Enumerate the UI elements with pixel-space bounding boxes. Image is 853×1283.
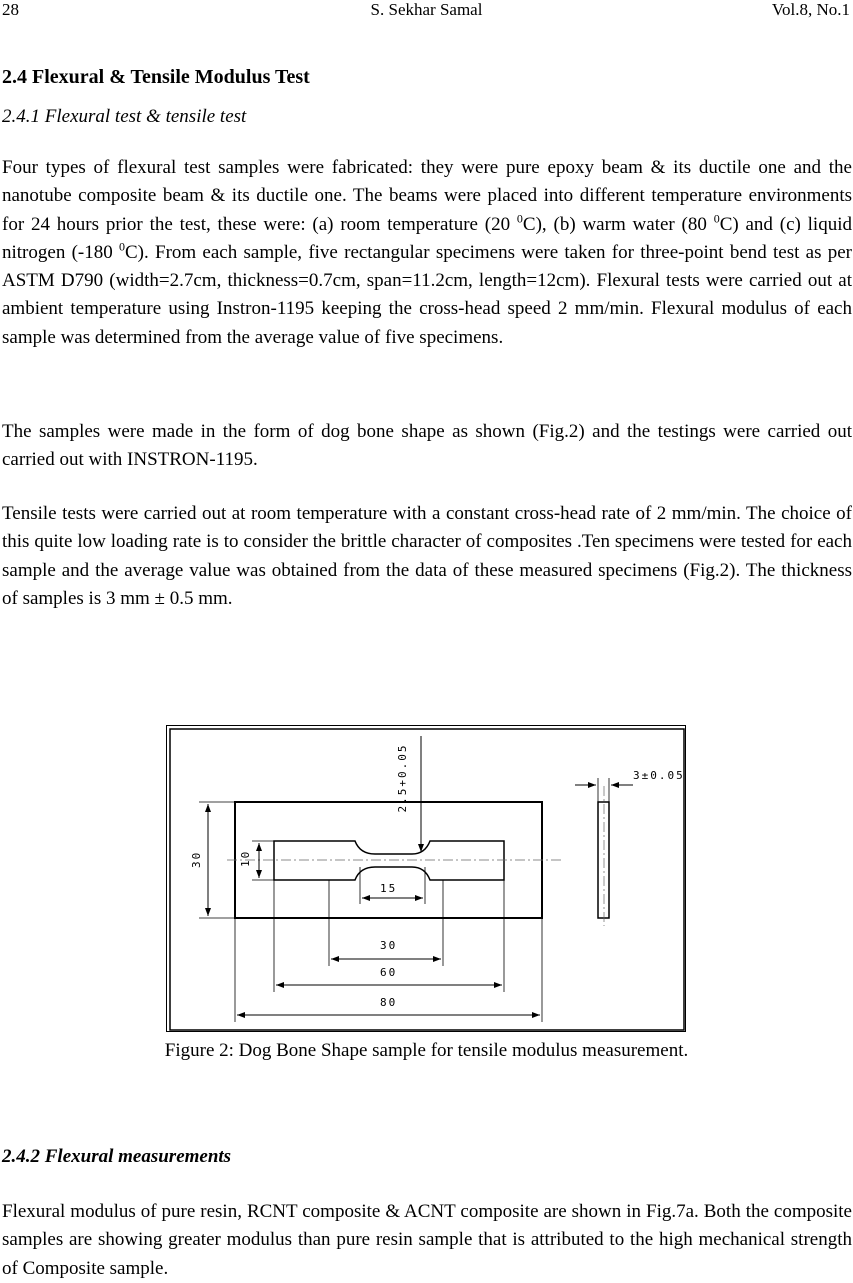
paragraph-flexural-measurements: Flexural modulus of pure resin, RCNT composite & ACNT composite are shown in Fig.7a. Both the composite samples are showing greater modulus than pure resin sample that is attributed to the high mechanical strength of Composite sample.	[2, 1201, 852, 1279]
dog-bone-drawing	[167, 726, 687, 1033]
page-number: 28	[2, 0, 19, 19]
superscript: 0	[119, 239, 125, 254]
paragraph-text: Four types of flexural test samples were fabricated: they were pure epoxy beam & its ductile one and the nanotube composite beam & its ductile one. The beams were placed into different temperature environments for 24 hours prior the test, these were: (a) room temperature (20	[2, 157, 852, 235]
superscript: 0	[516, 211, 523, 226]
dim-width-neck: 10	[239, 849, 252, 867]
section-heading: 2.4 Flexural & Tensile Modulus Test	[2, 66, 310, 88]
dim-total-length: 80	[380, 996, 398, 1009]
paragraph-dog-bone: The samples were made in the form of dog bone shape as shown (Fig.2) and the testings were carried out carried out with INSTRON-1195.	[2, 421, 852, 471]
dim-neck-length: 15	[380, 882, 398, 895]
subsection-heading-2: 2.4.2 Flexural measurements	[2, 1146, 232, 1167]
paragraph-text: C), (b) warm water (80	[522, 213, 714, 235]
subsection-heading-1: 2.4.1 Flexural test & tensile test	[2, 106, 247, 127]
figure-caption: Figure 2: Dog Bone Shape sample for tensile modulus measurement.	[164, 1040, 689, 1061]
paragraph-text: C). From each sample, five rectangular specimens were taken for three-point bend test as per ASTM D790 (width=2.7cm, thickness=0.7cm, span=11.2cm, length=12cm). Flexural tests were carried out at ambient temperature using Instron-1195 keeping the cross-head speed 2 mm/min. Flexural modulus of each sample was determined from the average value of five specimens.	[2, 241, 852, 348]
paragraph-tensile-tests: Tensile tests were carried out at room temperature with a constant cross-head rate of 2 mm/min. The choice of this quite low loading rate is to consider the brittle character of composites .Ten specimens were tested for each sample and the average value was obtained from the data of these measured specimens (Fig.2). The thickness of samples is 3 mm ± 0.5 mm.	[2, 503, 852, 609]
figure-frame	[166, 725, 686, 1032]
dim-grip-span: 60	[380, 966, 398, 979]
author-name: S. Sekhar Samal	[370, 0, 483, 19]
dim-width-total: 30	[190, 850, 203, 868]
paragraph-text: C) and (c) liquid nitrogen (-180	[2, 213, 852, 263]
dim-gauge-length: 30	[380, 939, 398, 952]
running-header	[0, 0, 850, 22]
dog-bone-outline	[274, 841, 504, 880]
paragraph-flexural-samples	[2, 154, 852, 352]
side-profile	[598, 802, 609, 918]
dim-thickness: 3±0.05	[633, 769, 685, 782]
superscript: 0	[713, 211, 720, 226]
dim-radius: 2.5+0.05	[396, 743, 409, 813]
volume-info: Vol.8, No.1	[771, 0, 850, 19]
